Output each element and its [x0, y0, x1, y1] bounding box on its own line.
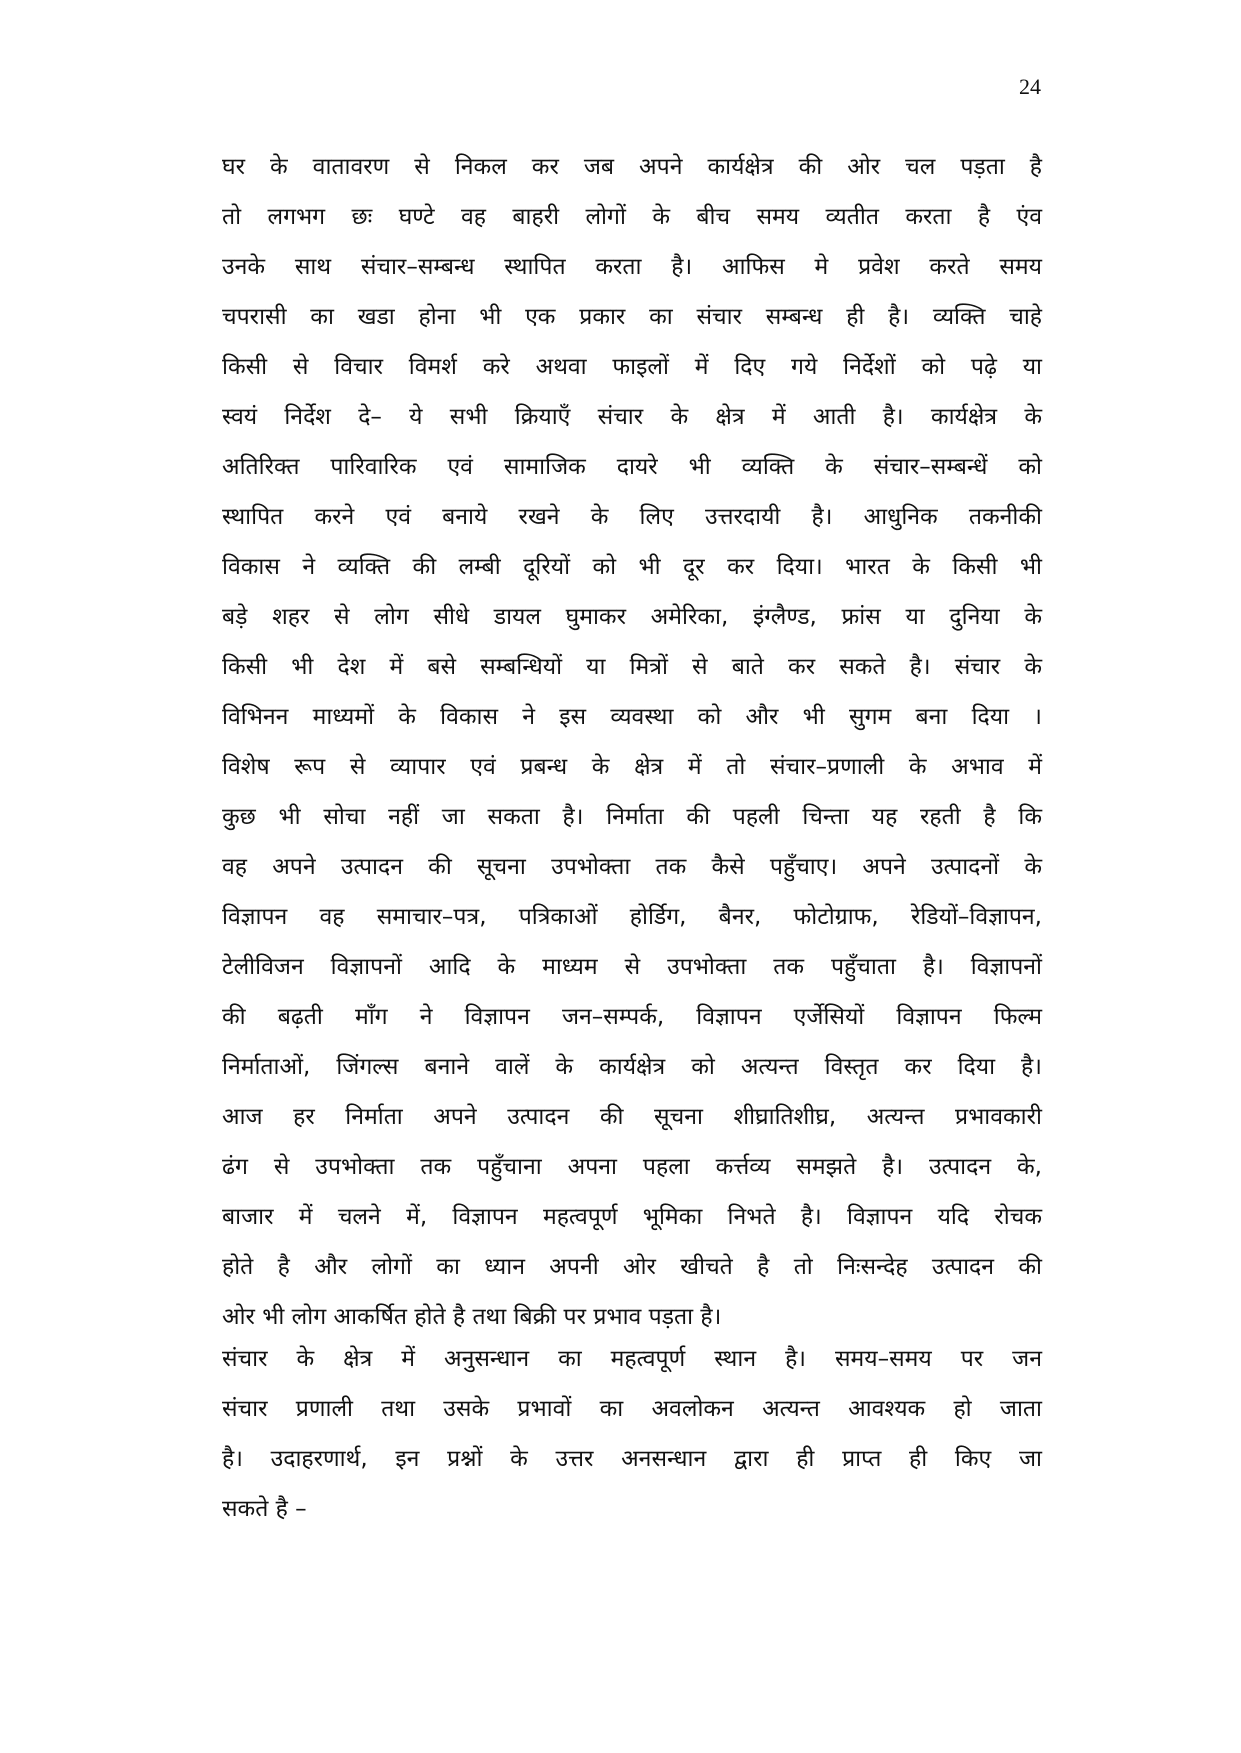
text-line: विशेष रूप से व्यापार एवं प्रबन्ध के क्षेत्र में तो संचार–प्रणाली के अभाव में — [222, 754, 1042, 780]
text-line: उनके साथ संचार–सम्बन्ध स्थापित करता है। आफिस मे प्रवेश करते समय — [222, 254, 1042, 280]
text-line: बड़े शहर से लोग सीधे डायल घुमाकर अमेरिका, इंग्लैण्ड, फ्रांस या दुनिया के — [222, 604, 1042, 630]
text-line: की बढ़ती माँग ने विज्ञापन जन–सम्पर्क, विज्ञापन एर्जेसियों विज्ञापन फिल्म — [222, 1004, 1042, 1030]
text-line: संचार के क्षेत्र में अनुसन्धान का महत्वपूर्ण स्थान है। समय–समय पर जन — [222, 1346, 1042, 1372]
text-line: वह अपने उत्पादन की सूचना उपभोक्ता तक कैसे पहुँचाए। अपने उत्पादनों के — [222, 854, 1042, 880]
text-line: अतिरिक्त पारिवारिक एवं सामाजिक दायरे भी व्यक्ति के संचार–सम्बन्धें को — [222, 454, 1042, 480]
text-line: स्थापित करने एवं बनाये रखने के लिए उत्तरदायी है। आधुनिक तकनीकी — [222, 504, 1042, 530]
text-line: किसी से विचार विमर्श करे अथवा फाइलों में दिए गये निर्देशों को पढ़े या — [222, 354, 1042, 380]
text-line: विकास ने व्यक्ति की लम्बी दूरियों को भी दूर कर दिया। भारत के किसी भी — [222, 554, 1042, 580]
paragraph-1 — [222, 142, 1042, 1342]
page-number: 24 — [1019, 74, 1041, 99]
text-line: टेलीविजन विज्ञापनों आदि के माध्यम से उपभोक्ता तक पहुँचाता है। विज्ञापनों — [222, 954, 1042, 980]
text-line: सकते है – — [222, 1496, 307, 1522]
text-line: तो लगभग छः घण्टे वह बाहरी लोगों के बीच समय व्यतीत करता है एंव — [222, 204, 1042, 230]
text-line: ढंग से उपभोक्ता तक पहुँचाना अपना पहला कर्त्तव्य समझते है। उत्पादन के, — [222, 1154, 1042, 1180]
text-line: घर के वातावरण से निकल कर जब अपने कार्यक्षेत्र की ओर चल पड़ता है — [222, 154, 1042, 180]
text-line: निर्माताओं, जिंगल्स बनाने वालें के कार्यक्षेत्र को अत्यन्त विस्तृत कर दिया है। — [222, 1054, 1042, 1080]
text-line: होते है और लोगों का ध्यान अपनी ओर खीचते है तो निःसन्देह उत्पादन की — [222, 1254, 1042, 1280]
text-line: विभिनन माध्यमों के विकास ने इस व्यवस्था को और भी सुगम बना दिया । — [222, 704, 1042, 730]
text-line: कुछ भी सोचा नहीं जा सकता है। निर्माता की पहली चिन्ता यह रहती है कि — [222, 804, 1042, 830]
text-line: किसी भी देश में बसे सम्बन्धियों या मित्रों से बाते कर सकते है। संचार के — [222, 654, 1042, 680]
paragraph-2 — [222, 1334, 1042, 1534]
text-line: स्वयं निर्देश दे– ये सभी क्रियाएँ संचार के क्षेत्र में आती है। कार्यक्षेत्र के — [222, 404, 1042, 430]
text-line: संचार प्रणाली तथा उसके प्रभावों का अवलोकन अत्यन्त आवश्यक हो जाता — [222, 1396, 1042, 1422]
text-line: चपरासी का खडा होना भी एक प्रकार का संचार सम्बन्ध ही है। व्यक्ति चाहे — [222, 304, 1042, 330]
text-line: ओर भी लोग आकर्षित होते है तथा बिक्री पर प्रभाव पड़ता है। — [222, 1304, 722, 1330]
text-line: है। उदाहरणार्थ, इन प्रश्नों के उत्तर अनसन्धान द्वारा ही प्राप्त ही किए जा — [222, 1446, 1042, 1472]
text-line: आज हर निर्माता अपने उत्पादन की सूचना शीघ्रातिशीघ्र, अत्यन्त प्रभावकारी — [222, 1104, 1042, 1130]
text-line: बाजार में चलने में, विज्ञापन महत्वपूर्ण भूमिका निभते है। विज्ञापन यदि रोचक — [222, 1204, 1042, 1230]
text-line: विज्ञापन वह समाचार–पत्र, पत्रिकाओं होर्डिग, बैनर, फोटोग्राफ, रेडियों–विज्ञापन, — [222, 904, 1042, 930]
